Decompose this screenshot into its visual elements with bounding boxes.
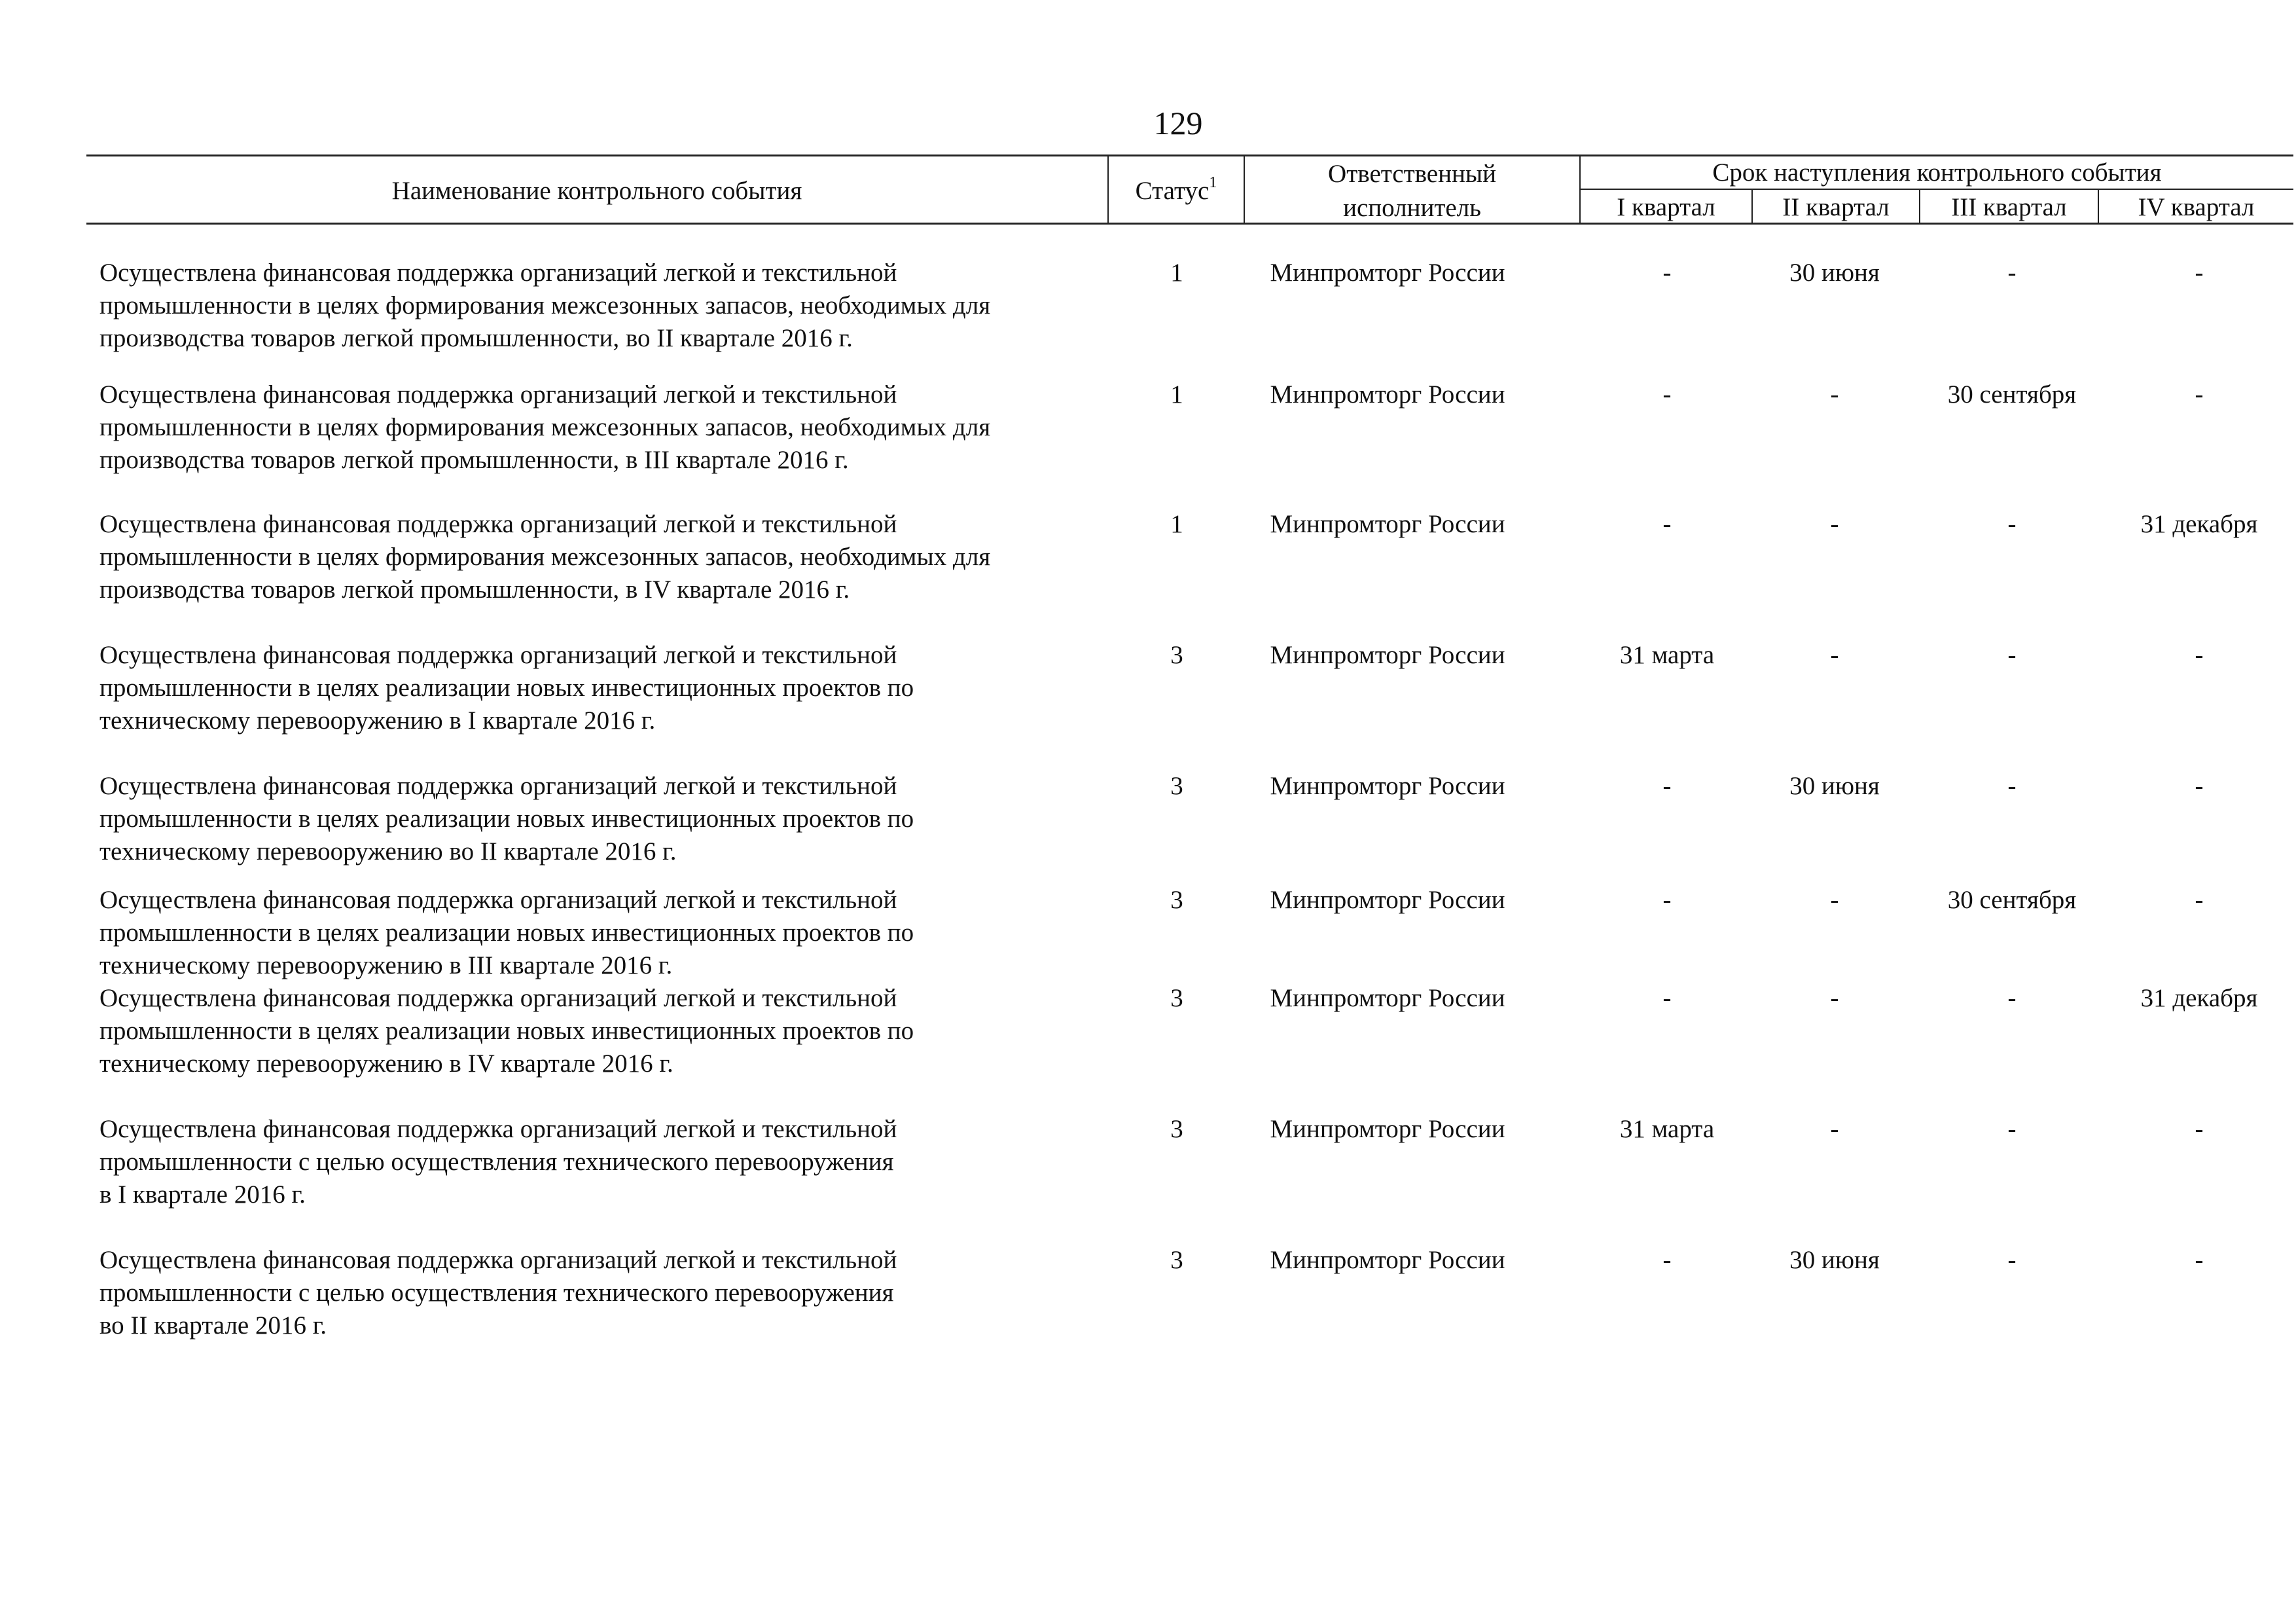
- q3-value: 30 сентября: [1947, 380, 2077, 409]
- q3-value: -: [2007, 1246, 2017, 1274]
- event-name-line: промышленности с целью осуществления технического перевооружения: [99, 1148, 894, 1176]
- header-q1: [1581, 191, 1751, 225]
- q3-value: -: [2007, 984, 2017, 1012]
- header-status-footnote: 1: [1209, 174, 1217, 191]
- event-name-line: Осуществлена финансовая поддержка организаций легкой и текстильной: [99, 259, 897, 287]
- header-q4: [2099, 191, 2293, 225]
- q4-value: -: [2195, 1246, 2204, 1274]
- q2-value: 30 июня: [1789, 772, 1880, 800]
- q4-value: 31 декабря: [2140, 510, 2258, 538]
- q2-value: -: [1830, 984, 1839, 1012]
- event-name-line: Осуществлена финансовая поддержка организаций легкой и текстильной: [99, 1115, 897, 1143]
- executor-value: Минпромторг России: [1270, 259, 1505, 287]
- header-deadline-label: Срок наступления контрольного события: [1712, 158, 2162, 187]
- status-value: 3: [1170, 772, 1183, 800]
- event-name: [99, 639, 1107, 737]
- q2-value: -: [1830, 641, 1839, 669]
- status-value: 3: [1170, 641, 1183, 669]
- event-name-line: производства товаров легкой промышленности, в III квартале 2016 г.: [99, 446, 849, 474]
- status-value: 1: [1170, 259, 1183, 287]
- event-name: [99, 378, 1107, 477]
- q1-value: 31 марта: [1619, 1115, 1715, 1143]
- q4-value: -: [2195, 772, 2204, 800]
- status-value: 1: [1170, 510, 1183, 538]
- q3-value: -: [2007, 641, 2017, 669]
- q3-value: -: [2007, 1115, 2017, 1143]
- executor-value: Минпромторг России: [1270, 1246, 1505, 1274]
- header-deadline-group: [1581, 156, 2293, 190]
- status-value: 1: [1170, 380, 1183, 409]
- executor-value: Минпромторг России: [1270, 984, 1505, 1012]
- q3-value: 30 сентября: [1947, 886, 2077, 914]
- executor-value: Минпромторг России: [1270, 641, 1505, 669]
- event-name: [99, 1244, 1107, 1342]
- q4-value: -: [2195, 259, 2204, 287]
- header-executor-line1: Ответственный: [1328, 160, 1496, 188]
- q1-value: -: [1662, 510, 1672, 538]
- header-executor-line2: исполнитель: [1343, 194, 1481, 222]
- executor-value: Минпромторг России: [1270, 772, 1505, 800]
- header-q2: [1753, 191, 1919, 225]
- event-name-line: Осуществлена финансовая поддержка организаций легкой и текстильной: [99, 886, 897, 914]
- header-status: [1109, 174, 1244, 208]
- header-q1-label: I квартал: [1617, 193, 1715, 221]
- event-name-line: промышленности в целях реализации новых инвестиционных проектов по: [99, 674, 914, 702]
- event-name: [99, 884, 1107, 982]
- event-name-line: техническому перевооружению в I квартале 2016 г.: [99, 706, 656, 735]
- q4-value: -: [2195, 1115, 2204, 1143]
- q4-value: -: [2195, 886, 2204, 914]
- status-value: 3: [1170, 1246, 1183, 1274]
- event-name-line: техническому перевооружению в IV квартале 2016 г.: [99, 1049, 673, 1078]
- header-name: [86, 174, 1107, 208]
- header-q3: [1920, 191, 2098, 225]
- q2-value: -: [1830, 510, 1839, 538]
- event-name: [99, 1113, 1107, 1211]
- executor-value: Минпромторг России: [1270, 1115, 1505, 1143]
- q1-value: -: [1662, 259, 1672, 287]
- q1-value: -: [1662, 380, 1672, 409]
- q3-value: -: [2007, 772, 2017, 800]
- event-name-line: промышленности в целях реализации новых инвестиционных проектов по: [99, 1017, 914, 1045]
- q2-value: -: [1830, 1115, 1839, 1143]
- event-name-line: промышленности в целях реализации новых инвестиционных проектов по: [99, 805, 914, 833]
- event-name-line: промышленности в целях формирования межсезонных запасов, необходимых для: [99, 291, 991, 319]
- event-name-line: техническому перевооружению в III квартале 2016 г.: [99, 951, 673, 979]
- event-name-line: производства товаров легкой промышленности, во II квартале 2016 г.: [99, 324, 853, 352]
- header-q2-label: II квартал: [1782, 193, 1890, 221]
- status-value: 3: [1170, 886, 1183, 914]
- q4-value: -: [2195, 641, 2204, 669]
- q2-value: 30 июня: [1789, 259, 1880, 287]
- q1-value: -: [1662, 984, 1672, 1012]
- event-name-line: производства товаров легкой промышленности, в IV квартале 2016 г.: [99, 575, 850, 604]
- header-executor: [1245, 157, 1579, 225]
- event-name-line: промышленности с целью осуществления технического перевооружения: [99, 1279, 894, 1307]
- event-name: [99, 770, 1107, 868]
- event-name-line: техническому перевооружению во II квартале 2016 г.: [99, 837, 677, 866]
- event-name-line: Осуществлена финансовая поддержка организаций легкой и текстильной: [99, 984, 897, 1012]
- q1-value: -: [1662, 1246, 1672, 1274]
- q1-value: -: [1662, 886, 1672, 914]
- header-status-label: Статус: [1135, 177, 1210, 205]
- executor-value: Минпромторг России: [1270, 886, 1505, 914]
- header-q3-label: III квартал: [1951, 193, 2067, 221]
- q2-value: 30 июня: [1789, 1246, 1880, 1274]
- status-value: 3: [1170, 984, 1183, 1012]
- event-name-line: в I квартале 2016 г.: [99, 1180, 306, 1209]
- event-name-line: Осуществлена финансовая поддержка организаций легкой и текстильной: [99, 772, 897, 800]
- status-value: 3: [1170, 1115, 1183, 1143]
- executor-value: Минпромторг России: [1270, 510, 1505, 538]
- event-name: [99, 257, 1107, 355]
- event-name-line: промышленности в целях формирования межсезонных запасов, необходимых для: [99, 543, 991, 571]
- q2-value: -: [1830, 886, 1839, 914]
- event-name-line: во II квартале 2016 г.: [99, 1311, 327, 1340]
- header-name-label: Наименование контрольного события: [391, 177, 802, 205]
- q3-value: -: [2007, 259, 2017, 287]
- event-name-line: Осуществлена финансовая поддержка организаций легкой и текстильной: [99, 380, 897, 409]
- event-name-line: Осуществлена финансовая поддержка организаций легкой и текстильной: [99, 510, 897, 538]
- q4-value: 31 декабря: [2140, 984, 2258, 1012]
- executor-value: Минпромторг России: [1270, 380, 1505, 409]
- q2-value: -: [1830, 380, 1839, 409]
- event-name: [99, 982, 1107, 1080]
- event-name-line: Осуществлена финансовая поддержка организаций легкой и текстильной: [99, 641, 897, 669]
- event-name-line: промышленности в целях формирования межсезонных запасов, необходимых для: [99, 413, 991, 441]
- q1-value: -: [1662, 772, 1672, 800]
- header-q4-label: IV квартал: [2138, 193, 2255, 221]
- q1-value: 31 марта: [1619, 641, 1715, 669]
- event-name-line: Осуществлена финансовая поддержка организаций легкой и текстильной: [99, 1246, 897, 1274]
- page-number: 129: [1153, 105, 1203, 141]
- event-name: [99, 508, 1107, 606]
- q4-value: -: [2195, 380, 2204, 409]
- event-name-line: промышленности в целях реализации новых инвестиционных проектов по: [99, 919, 914, 947]
- q3-value: -: [2007, 510, 2017, 538]
